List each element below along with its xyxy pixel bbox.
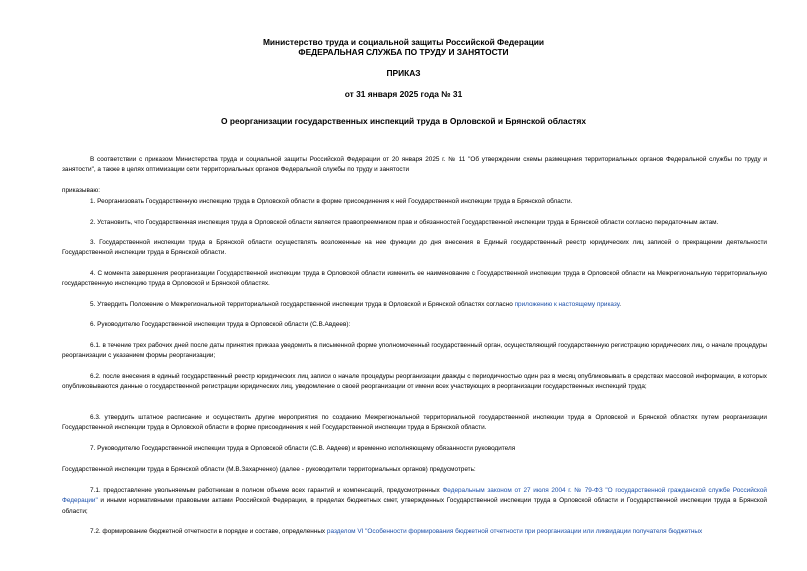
- order-word: приказываю:: [62, 187, 100, 194]
- paragraph-4: 4. С момента завершения реорганизации Государственной инспекции труда в Орловской области изменить ее наименование с Государственной инспекции труда в Орловской области на Межрегиональную территориальную государственную инспекцию труда в Орловской и Брянской областях.: [62, 270, 767, 288]
- document-type: ПРИКАЗ: [386, 68, 421, 78]
- paragraph-6-2: 6.2. после внесения в единый государственный реестр юридических лиц записи о начале процедуры реорганизации дважды с периодичностью один раз в месяц опубликовывать в средствах массовой информации, в которых опубликовываются данные о государственной регистрации юридических лиц, уведомление о своей реорганизации от имени всех участвующих в реорганизации государственных инспекций труда;: [62, 373, 767, 391]
- paragraph-5: [62, 300, 767, 310]
- paragraph-1: 1. Реорганизовать Государственную инспекцию труда в Орловской области в форме присоединения к ней Государственной инспекции труда в Брянской области.: [90, 198, 573, 205]
- paragraph-7-1-rest: и иными нормативными правовыми актами Российской Федерации, в пределах бюджетных смет, утвержденных Государственной инспекции труда в Орловской области и Государственной инспекции труда в Брянской области;: [62, 497, 767, 515]
- paragraph-3: 3. Государственной инспекции труда в Брянской области осуществлять возложенные на нее функции до дня внесения в Единый государственный реестр юридических лиц записей о прекращении деятельности Государственной инспекции труда в Брянской области.: [62, 239, 767, 257]
- paragraph-6-1: 6.1. в течение трех рабочих дней после даты принятия приказа уведомить в письменной форме уполномоченный государственный орган, осуществляющий государственную регистрацию юридических лиц, о начале процедуры реорганизации с указанием формы реорганизации;: [62, 342, 767, 360]
- paragraph-7: 7. Руководителю Государственной инспекции труда в Орловской области (С.В. Авдеев) и временно исполняющему обязанности руководителя: [90, 445, 516, 452]
- paragraph-6: 6. Руководителю Государственной инспекции труда в Орловской области (С.В.Авдеев):: [90, 321, 351, 328]
- paragraph-7-1: [62, 486, 767, 517]
- ministry-heading: Министерство труда и социальной защиты Российской Федерации: [262, 37, 545, 47]
- paragraph-2: 2. Установить, что Государственная инспекция труда в Орловской области является правопреемником прав и обязанностей Государственной инспекции труда в Брянской области согласно передаточным актам.: [90, 219, 719, 226]
- paragraph-5-text: 5. Утвердить Положение о Межрегиональной территориальной государственной инспекции труда в Орловской и Брянской областях согласно: [90, 301, 515, 308]
- paragraph-7-continuation: Государственной инспекции труда в Брянской области (М.В.Захарченко) (далее - руководители территориальных органов) предусмотреть:: [62, 466, 476, 473]
- federal-law-link[interactable]: Федеральным законом от 27 июля 2004 г. № 79-ФЗ "О государственной гражданской службе Российской Федерации": [62, 487, 767, 505]
- document-subject: О реорганизации государственных инспекций труда в Орловской и Брянской областях: [221, 116, 586, 126]
- document-date-number: от 31 января 2025 года № 31: [344, 89, 463, 99]
- preamble-paragraph: В соответствии с приказом Министерства труда и социальной защиты Российской Федерации от 20 января 2025 г. № 11 "Об утверждении схемы размещения территориальных органов Федеральной службы по труду и занятости", а также в целях оптимизации сети территориальных органов Федеральной службы по труду и занятости: [62, 156, 767, 174]
- section-vi-link[interactable]: разделом VI "Особенности формирования бюджетной отчетности при реорганизации или ликвидации получателя бюджетных: [326, 528, 703, 535]
- paragraph-7-1-text: 7.1. предоставление увольняемым работникам в полном объеме всех гарантий и компенсаций, предусмотренных: [90, 487, 443, 494]
- service-heading: ФЕДЕРАЛЬНАЯ СЛУЖБА ПО ТРУДУ И ЗАНЯТОСТИ: [298, 47, 509, 57]
- appendix-link[interactable]: приложению к настоящему приказу: [514, 301, 620, 308]
- paragraph-5-end: .: [619, 301, 622, 308]
- paragraph-7-2-text: 7.2. формирование бюджетной отчетности в порядке и составе, определенных: [90, 528, 327, 535]
- paragraph-7-2: [62, 527, 767, 537]
- paragraph-6-3: 6.3. утвердить штатное расписание и осуществить другие мероприятия по созданию Межрегиональной территориальной государственной инспекции труда в Орловской и Брянской областях путем реорганизации Государственной инспекции труда в Орловской области в форме присоединения к ней Государственной инспекции труда в Брянской области.: [62, 414, 767, 432]
